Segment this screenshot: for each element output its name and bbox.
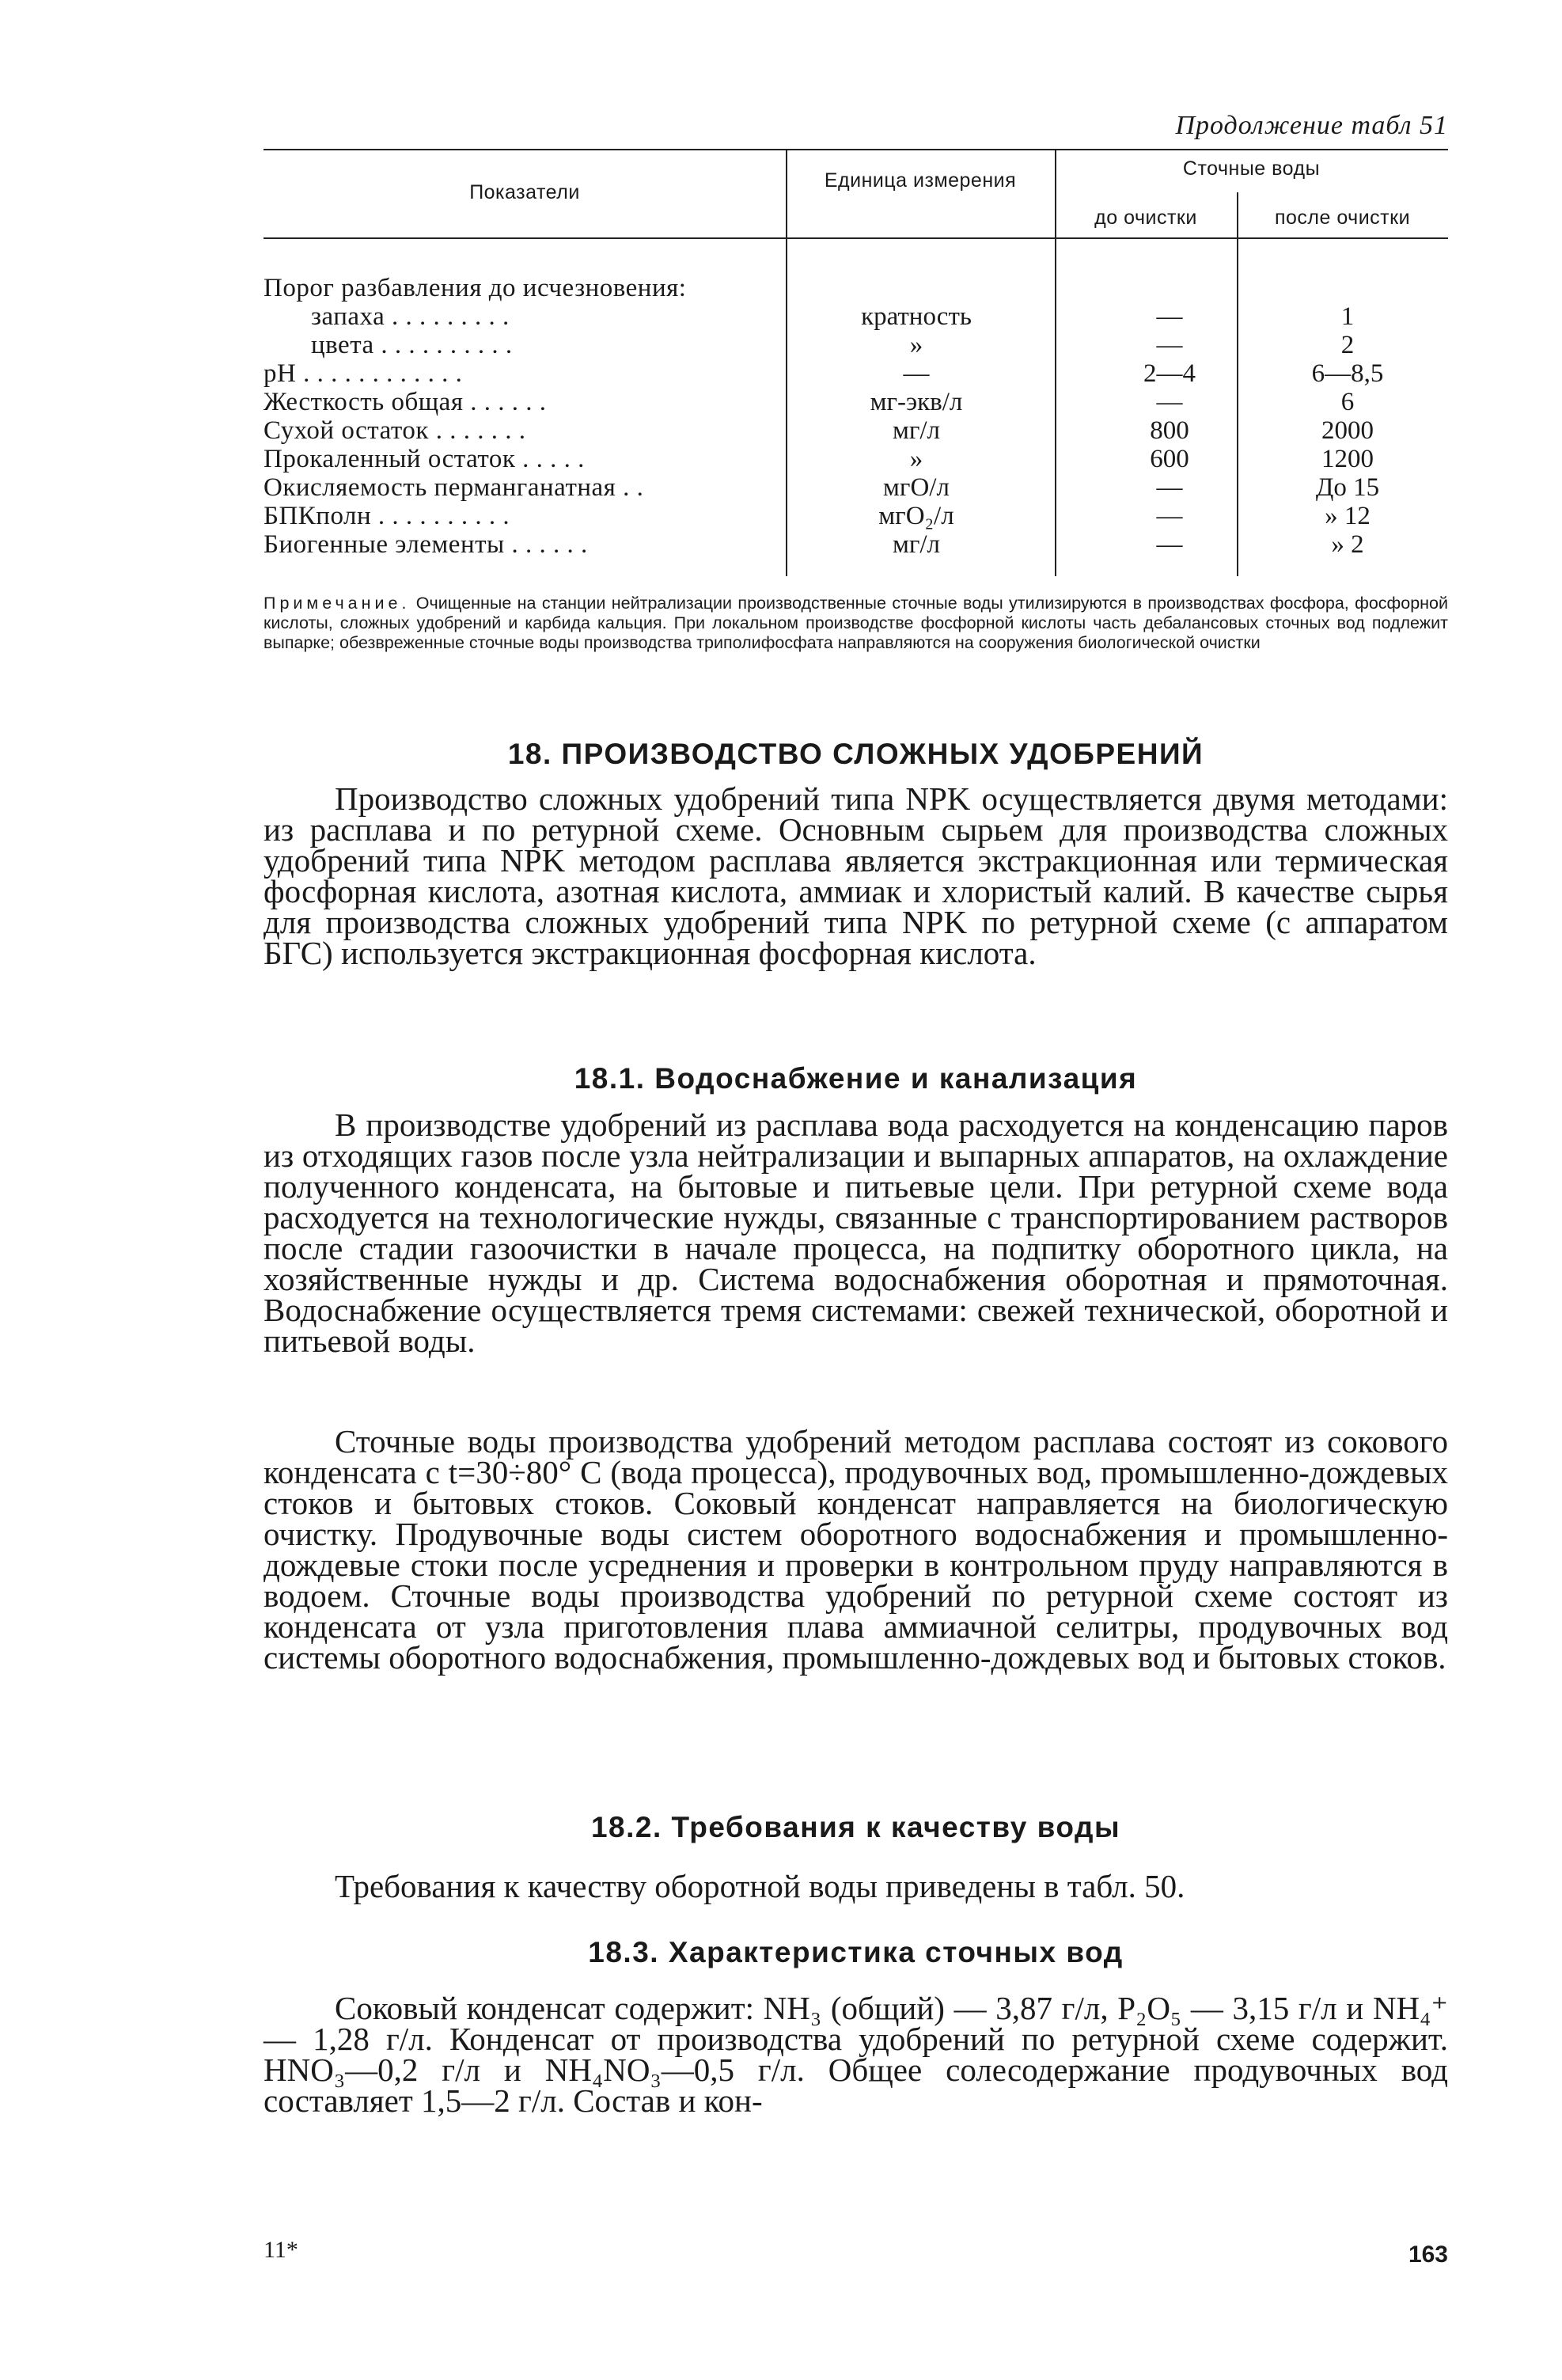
- section-18-2-paragraph: Требования к качеству оборотной воды приведены в табл. 50.: [335, 1868, 1185, 1904]
- page-number: 163: [1408, 2241, 1448, 2268]
- header-wastewater: Сточные воды: [1182, 158, 1321, 180]
- section-18-heading: 18. ПРОИЗВОДСТВО СЛОЖНЫХ УДОБРЕНИЙ: [507, 738, 1204, 770]
- section-18-2-heading: 18.2. Требования к качеству воды: [590, 1811, 1121, 1843]
- header-before: до очистки: [1094, 207, 1197, 229]
- section-18-paragraph: Производство сложных удобрений типа NPK осуществляется двумя методами: из расплава и по ретурной схеме. Основным сырьем для производства сложных удобрений типа NPK методом расплава является экстракционная или термическая фосфорная кислота, азотная кислота, аммиак и хлористый калий. В качестве сырья для производства сложных удобрений типа NPK по ретурной схеме (с аппаратом БГС) используется экстракционная фосфорная кислота.: [263, 780, 1448, 971]
- document-page: Продолжение табл 51 Показатели Единица измерения Сточные воды до очистки после очистки Порог разбавления до исчезновения: запаха . . . . . . . . . кратность — 1 цвета . . . . . . . . . . » — 2 рН . . . . . . . . . . . . — 2—4 6—8,5 Жесткость общая . . . . . . мг-экв/л — 6 Сухой остаток . . . . . . . мг/л 800 2000 Прокаленный остаток . . . . . » 600 1200 Окисляемость перманганатная . . мгО/л — До 15 БПКполн . . . . . . . . . . мгО₂/л — » 12 Биогенные элементы . . . . . . мг/л — » 2 Примечание. Очищенные на станции нейтрализации производственные сточные воды утилизируются в производствах фосфора, фосфорной кислоты, сложных удобрений и карбида кальция. При локальном производстве фосфорной кислоты часть дебалансовых сточных вод подлежит выпарке; обезвреженные сточные воды производства триполифосфата направляются на сооружения биологической очистки 18. ПРОИЗВОДСТВО СЛОЖНЫХ УДОБРЕНИЙ Производство сложных удобрений типа NPK осуществляется двумя методами: из расплава и по ретурной схеме. Основным сырьем для производства сложных удобрений типа NPK методом расплава является экстракционная или термическая фосфорная кислота, азотная кислота, аммиак и хлористый калий. В качестве сырья для производства сложных удобрений типа NPK по ретурной схеме (с аппаратом БГС) используется экстракционная фосфорная кислота. 18.1. Водоснабжение и канализация В производстве удобрений из расплава вода расходуется на конденсацию паров из отходящих газов после узла нейтрализации и выпарных аппаратов, на охлаждение полученного конденсата, на бытовые и питьевые цели. При ретурной схеме вода расходуется на технологические нужды, связанные с транспортированием растворов после стадии газоочистки в начале процесса, на подпитку оборотного цикла, на хозяйственные нужды и др. Система водоснабжения оборотная и прямоточная. Водоснабжение осуществляется тремя системами: свежей технической, оборотной и питьевой воды. Сточные воды производства удобрений методом расплава состоят из сокового конденсата с t=30÷80° C (вода процесса), продувочных вод, промышленно-дождевых стоков и бытовых стоков. Соковый конденсат направляется на биологическую очистку. Продувочные воды систем оборотного водоснабжения и промышленно-дождевые стоки после усреднения и проверки в контрольном пруду направляются в водоем. Сточные воды производства удобрений по ретурной схеме состоят из конденсата от узла приготовления плава аммиачной селитры, продувочных вод системы оборотного водоснабжения, промышленно-дождевых вод и бытовых стоков. 18.2. Требования к качеству воды Требования к качеству оборотной воды приведены в табл. 50. 18.3. Характеристика сточных вод Соковый конденсат содержит: NH₃ (общий) — 3,87 г/л, P₂O₅ — 3,15 г/л и NH₄⁺ — 1,28 г/л. Конденсат от производства удобрений по ретурной схеме содержит. HNO₃—0,2 г/л и NH₄NO₃—0,5 г/л. Общее солесодержание продувочных вод составляет 1,5—2 г/л. Состав и кон- 11* 163: [263, 111, 1448, 2268]
- header-unit: Единица измерения: [824, 169, 1017, 192]
- table-note: [263, 594, 1448, 653]
- header-indicators: Показатели: [469, 181, 580, 203]
- section-18-1-paragraph-2: Сточные воды производства удобрений методом расплава состоят из сокового конденсата с t=30÷80° C (вода процесса), продувочных вод, промышленно-дождевых стоков и бытовых стоков. Соковый конденсат направляется на биологическую очистку. Продувочные воды систем оборотного водоснабжения и промышленно-дождевые стоки после усреднения и проверки в контрольном пруду направляются в водоем. Сточные воды производства удобрений по ретурной схеме состоят из конденсата от узла приготовления плава аммиачной селитры, продувочных вод системы оборотного водоснабжения, промышленно-дождевых вод и бытовых стоков.: [263, 1423, 1448, 1676]
- section-18-1-heading: 18.1. Водоснабжение и канализация: [574, 1062, 1138, 1095]
- section-18-3-paragraph: Соковый конденсат содержит: NH₃ (общий) — 3,87 г/л, P₂O₅ — 3,15 г/л и NH₄⁺ — 1,28 г/л. Конденсат от производства удобрений по ретурной схеме содержит. HNO₃—0,2 г/л и NH₄NO₃—0,5 г/л. Общее солесодержание продувочных вод составляет 1,5—2 г/л. Состав и кон-: [263, 1990, 1448, 2119]
- table-continuation-caption: Продолжение табл 51: [1175, 111, 1448, 140]
- header-after: после очистки: [1274, 207, 1411, 229]
- note-text: Очищенные на станции нейтрализации производственные сточные воды утилизируются в производствах фосфора, фосфорной кислоты, сложных удобрений и карбида кальция. При локальном производстве фосфорной кислоты часть дебалансовых сточных вод подлежит выпарке; обезвреженные сточные воды производства триполифосфата направляются на сооружения биологической очистки: [263, 594, 1448, 652]
- signature-mark: 11*: [263, 2237, 298, 2263]
- section-18-1-paragraph-1: В производстве удобрений из расплава вода расходуется на конденсацию паров из отходящих газов после узла нейтрализации и выпарных аппаратов, на охлаждение полученного конденсата, на бытовые и питьевые цели. При ретурной схеме вода расходуется на технологические нужды, связанные с транспортированием растворов после стадии газоочистки в начале процесса, на подпитку оборотного цикла, на хозяйственные нужды и др. Система водоснабжения оборотная и прямоточная. Водоснабжение осуществляется тремя системами: свежей технической, оборотной и питьевой воды.: [263, 1106, 1448, 1359]
- group-label: Порог разбавления до исчезновения:: [263, 274, 687, 302]
- note-lead: Примечание.: [263, 594, 411, 613]
- table-header-rule: [263, 237, 1448, 239]
- table-top-rule: [263, 149, 1448, 150]
- section-18-3-heading: 18.3. Характеристика сточных вод: [588, 1936, 1124, 1968]
